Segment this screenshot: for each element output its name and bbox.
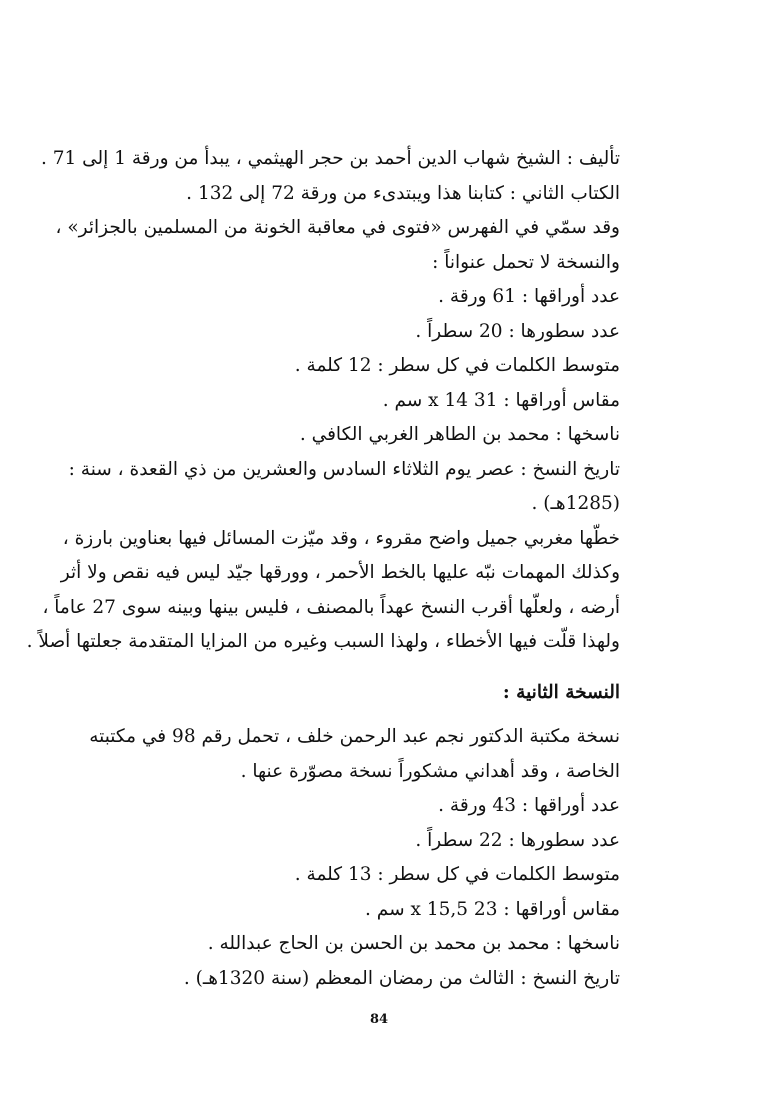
text-line: مقاس أوراقها : 31 x 14 سم . bbox=[382, 389, 620, 411]
text-line: عدد سطورها : 22 سطراً . bbox=[415, 829, 620, 851]
text-line: تأليف : الشيخ شهاب الدين أحمد بن حجر الهيثمي ، يبدأ من ورقة 1 إلى 71 . bbox=[40, 148, 620, 169]
text-line: نسخة مكتبة الدكتور نجم عبد الرحمن خلف ، تحمل رقم 98 في مكتبته bbox=[89, 726, 620, 747]
spacer bbox=[90, 710, 620, 720]
text-line: الكتاب الثاني : كتابنا هذا ويبتدىء من ورقة 72 إلى 132 . bbox=[186, 182, 620, 204]
text-line: ناسخها : محمد بن محمد بن الحسن بن الحاج عبدالله . bbox=[207, 933, 620, 954]
text-line: (1285هـ) . bbox=[531, 493, 620, 514]
text-line: وقد سمّي في الفهرس «فتوى في معاقبة الخونة من المسلمين بالجزائر» ، bbox=[55, 217, 620, 238]
text-line: تاريخ النسخ : الثالث من رمضان المعظم (سنة 1320هـ) . bbox=[183, 967, 620, 989]
text-line: متوسط الكلمات في كل سطر : 13 كلمة . bbox=[294, 864, 620, 885]
text-line: متوسط الكلمات في كل سطر : 12 كلمة . bbox=[294, 355, 620, 376]
text-line: تاريخ النسخ : عصر يوم الثلاثاء السادس والعشرين من ذي القعدة ، سنة : bbox=[68, 458, 620, 480]
text-line: عدد أوراقها : 43 ورقة . bbox=[438, 795, 620, 816]
text-line: ولهذا قلّت فيها الأخطاء ، ولهذا السبب وغيره من المزايا المتقدمة جعلتها أصلاً . bbox=[26, 631, 620, 652]
text-line: ناسخها : محمد بن الطاهر الغربي الكافي . bbox=[299, 424, 620, 445]
text-line: عدد أوراقها : 61 ورقة . bbox=[438, 286, 620, 307]
text-line: أرضه ، ولعلّها أقرب النسخ عهداً بالمصنف ، فليس بينها وبينه سوى 27 عاماً ، bbox=[42, 596, 620, 618]
page-number: 84 bbox=[369, 1012, 389, 1027]
text-line: عدد سطورها : 20 سطراً . bbox=[415, 320, 620, 342]
text-line: والنسخة لا تحمل عنواناً : bbox=[432, 251, 620, 273]
page-body bbox=[26, 142, 620, 996]
text-line: خطّها مغربي جميل واضح مقروء ، وقد ميّزت المسائل فيها بعناوين بارزة ، bbox=[62, 527, 620, 549]
text-line: وكذلك المهمات نبّه عليها بالخط الأحمر ، وورقها جيّد ليس فيه نقص ولا أثر bbox=[60, 562, 620, 583]
spacer bbox=[90, 660, 620, 676]
text-line: الخاصة ، وقد أهداني مشكوراً نسخة مصوّرة عنها . bbox=[240, 760, 620, 782]
section-heading: النسخة الثانية : bbox=[502, 681, 620, 703]
text-line: مقاس أوراقها : 23 x 15,5 سم . bbox=[365, 898, 620, 920]
